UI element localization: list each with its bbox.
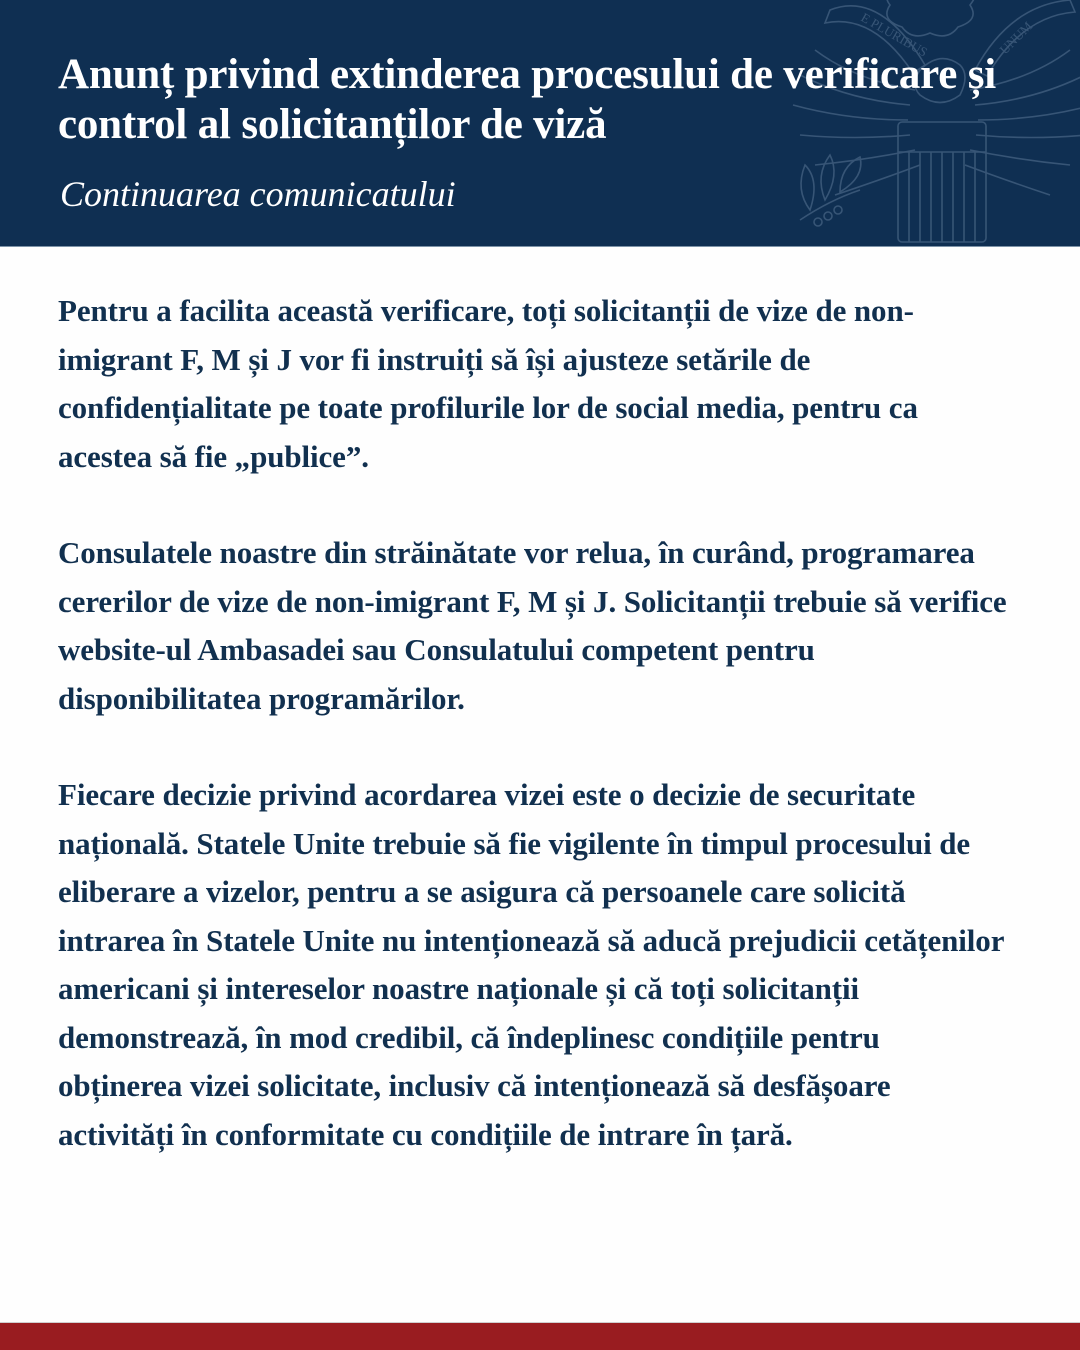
seal-motto-right: UNUM <box>996 18 1036 58</box>
paragraph-appointments: Consulatele noastre din străinătate vor relua, în curând, programarea cererilor de vize de non-imigrant F, M și J. Solicitanții trebuie să verifice website-ul Ambasadei sau Consulatului competent pentru disponibilitatea programărilor. <box>58 535 1007 716</box>
header-divider <box>0 246 1080 247</box>
paragraph-verification: Pentru a facilita această verificare, toți solicitanții de vize de non-imigrant F, M și J vor fi instruiți să își ajusteze setările de confidențialitate pe toate profilurile lor de social media, pentru ca acestea să fie „publice”. <box>58 293 918 474</box>
footer-accent-bar <box>0 1323 1080 1350</box>
header-banner <box>0 0 1080 247</box>
seal-motto-left: E PLURIBUS <box>858 9 931 60</box>
paragraph-national-security: Fiecare decizie privind acordarea vizei este o decizie de securitate națională. Statele Unite trebuie să fie vigilente în timpul procesului de eliberare a vizelor, pentru a se asigura că persoanele care solicită intrarea în Statele Unite nu intenționează să aducă prejudicii cetățenilor americani și intereselor noastre naționale și că toți solicitanții demonstrează, în mod credibil, că îndeplinesc condițiile pentru obținerea vizei solicitate, inclusiv că intenționează să desfășoare activități în conformitate cu condițiile de intrare în țară. <box>58 777 1004 1152</box>
page-title: Anunț privind extinderea procesului de verificare și control al solicitanților de viză <box>58 51 996 148</box>
announcement-body <box>58 287 1008 1207</box>
page-subtitle: Continuarea comunicatului <box>60 174 456 214</box>
